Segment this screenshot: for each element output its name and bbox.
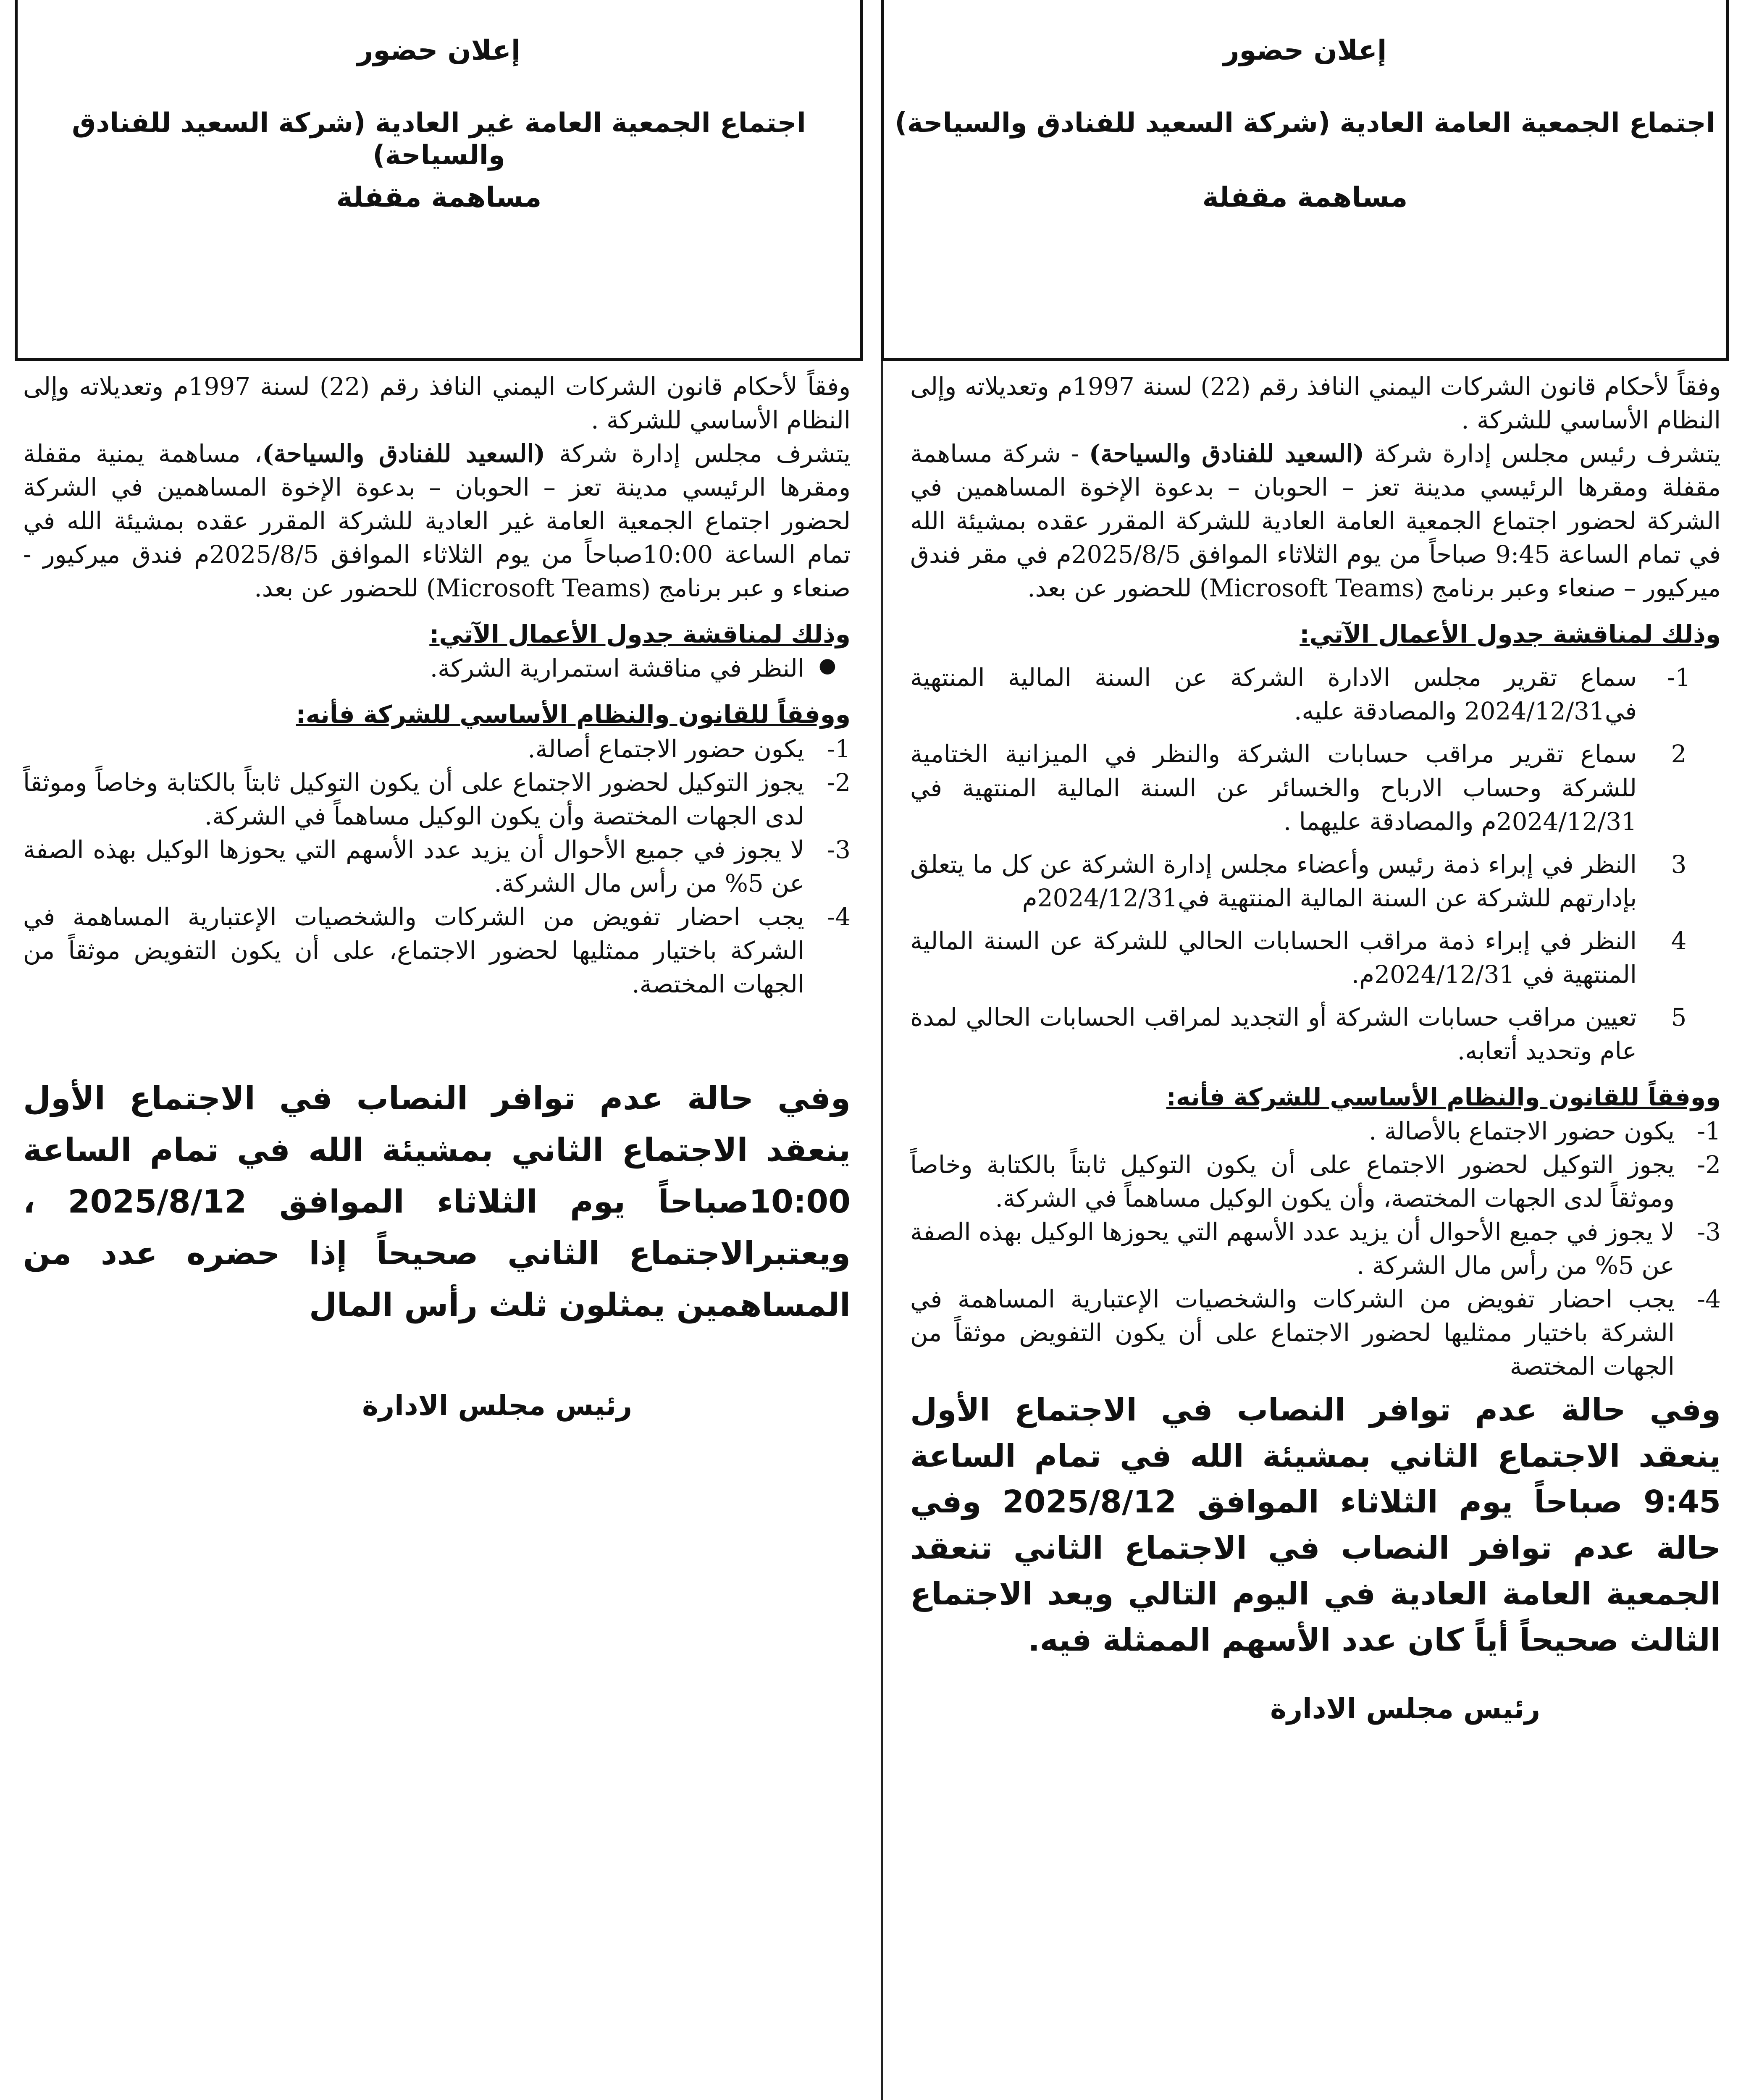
agenda-item-text: تعيين مراقب حسابات الشركة أو التجديد لمراقب الحسابات الحالي لمدة عام وتحديد أتعابه. — [910, 1003, 1637, 1065]
rules-heading: ووفقاً للقانون والنظام الأساسي للشركة فأنه: — [1166, 1082, 1721, 1111]
agenda-item-text: النظر في إبراء ذمة رئيس وأعضاء مجلس إدارة الشركة عن كل ما يتعلق بإدارتهم للشركة عن السنة المالية المنتهية في2024/12/31م — [910, 850, 1637, 912]
agenda-item-number: 4 — [1671, 926, 1687, 955]
company-name: (السعيد للفنادق والسياحة) — [1089, 439, 1364, 468]
agenda-item-number: 2 — [1671, 740, 1687, 769]
quorum-paragraph: وفي حالة عدم توافر النصاب في الاجتماع الأول ينعقد الاجتماع الثاني بمشيئة الله في تمام الساعة 9:45 صباحاً يوم الثلاثاء الموافق 2025/8/12 وفي حالة عدم توافر النصاب في الاجتماع الثاني تنعقد الجمعية العامة العادية في اليوم التالي ويعد الاجتماع الثالث صحيحاً أياً كان عدد الأسهم الممثلة فيه. — [910, 1392, 1721, 1658]
agenda-item-text: النظر في مناقشة استمرارية الشركة. — [430, 654, 804, 683]
rule-item — [910, 1282, 1721, 1383]
rule-item — [23, 900, 851, 1001]
rule-item-text: لا يجوز في جميع الأحوال أن يزيد عدد الأسهم التي يحوزها الوكيل بهذه الصفة عن 5% من رأس مال الشركة. — [23, 835, 804, 898]
rules-list — [910, 1114, 1721, 1383]
company-type: مساهمة مقفلة — [336, 181, 542, 213]
rule-item-number: 1- — [1697, 1116, 1721, 1145]
notice-title: إعلان حضور — [1223, 34, 1387, 66]
column-divider — [881, 361, 883, 2100]
rule-item-number: 4- — [827, 902, 851, 931]
rule-item-number: 1- — [827, 734, 851, 763]
rule-item — [910, 1215, 1721, 1282]
notice-header-box — [881, 0, 1729, 361]
rule-item-number: 2- — [827, 768, 851, 797]
agenda-item-number: 1- — [1667, 663, 1691, 692]
rule-item — [910, 1148, 1721, 1215]
ordinary-assembly-notice — [881, 0, 1729, 2100]
meeting-title: اجتماع الجمعية العامة غير العادية (شركة السعيد للفنادق والسياحة) — [72, 108, 806, 171]
agenda-item — [910, 924, 1721, 991]
meeting-title: اجتماع الجمعية العامة العادية (شركة السعيد للفنادق والسياحة) — [895, 108, 1715, 139]
agenda-item-number: 5 — [1671, 1003, 1687, 1032]
agenda-item-text: النظر في إبراء ذمة مراقب الحسابات الحالي للشركة عن السنة المالية المنتهية في 2024/12/31م. — [910, 926, 1637, 989]
agenda-item — [910, 737, 1721, 838]
law-paragraph: وفقاً لأحكام قانون الشركات اليمني النافذ رقم (22) لسنة 1997م وتعديلاته وإلى النظام الأساسي للشركة . — [910, 372, 1721, 435]
bullet-icon: ● — [819, 654, 836, 677]
rule-item-text: لا يجوز في جميع الأحوال أن يزيد عدد الأسهم التي يحوزها الوكيل بهذه الصفة عن 5% من رأس مال الشركة . — [910, 1218, 1675, 1280]
signature: رئيس مجلس الادارة — [1270, 1693, 1540, 1725]
rules-list — [23, 732, 851, 1001]
rule-item-text: يكون حضور الاجتماع بالأصالة . — [1369, 1116, 1675, 1145]
agenda-item-text: سماع تقرير مجلس الادارة الشركة عن السنة المالية المنتهية في2024/12/31 والمصادقة عليه. — [910, 663, 1637, 726]
notice-title: إعلان حضور — [357, 34, 521, 66]
rule-item-number: 4- — [1697, 1285, 1721, 1314]
quorum-paragraph: وفي حالة عدم توافر النصاب في الاجتماع الأول ينعقد الاجتماع الثاني بمشيئة الله في تمام الساعة 10:00صباحاً يوم الثلاثاء الموافق 2025/8/12 ، ويعتبرالاجتماع الثاني صحيحاً إذا حضره عدد من المساهمين يمثلون ثلث رأس المال — [23, 1079, 851, 1324]
notice-header-box — [15, 0, 863, 361]
notice-body — [910, 370, 1721, 1725]
invitation-prefix: يتشرف مجلس إدارة شركة — [545, 439, 851, 468]
rule-item — [910, 1114, 1721, 1148]
agenda-item — [910, 848, 1721, 915]
agenda-item — [910, 1000, 1721, 1068]
law-paragraph: وفقاً لأحكام قانون الشركات اليمني النافذ رقم (22) لسنة 1997م وتعديلاته وإلى النظام الأساسي للشركة . — [23, 372, 851, 435]
rule-item-text: يجب احضار تفويض من الشركات والشخصيات الإعتبارية المساهمة في الشركة باختيار ممثليها لحضور الاجتماع، على أن يكون التفويض موثقاً من الجهات المختصة. — [23, 902, 804, 998]
rule-item-text: يجوز التوكيل لحضور الاجتماع على أن يكون التوكيل ثابتاً بالكتابة وخاصاً وموثقاً لدى الجهات المختصة، وأن يكون الوكيل مساهماً في الشركة. — [910, 1150, 1675, 1213]
rule-item — [23, 833, 851, 900]
rule-item — [23, 766, 851, 833]
agenda-item — [23, 651, 851, 685]
rule-item-number: 3- — [827, 835, 851, 864]
agenda-heading: وذلك لمناقشة جدول الأعمال الآتي: — [1300, 620, 1721, 649]
rule-item-text: يجب احضار تفويض من الشركات والشخصيات الإعتبارية المساهمة في الشركة باختيار ممثليها لحضور الاجتماع على أن يكون التفويض موثقاً من الجهات المختصة — [910, 1285, 1675, 1381]
agenda-item-number: 3 — [1671, 850, 1687, 879]
invitation-prefix: يتشرف رئيس مجلس إدارة شركة — [1364, 439, 1721, 468]
extraordinary-assembly-notice — [15, 0, 863, 2100]
agenda-list — [910, 661, 1721, 1067]
company-type: مساهمة مقفلة — [1202, 181, 1408, 213]
invitation-details: - شركة مساهمة مقفلة ومقرها الرئيسي مدينة تعز – الحوبان – بدعوة الإخوة المساهمين في الشركة لحضور اجتماع الجمعية العامة العادية للشركة المقرر عقده بمشيئة الله في تمام الساعة 9:45 صباحاً من يوم الثلاثاء الموافق 2025/8/5م في مقر فندق ميركيور – صنعاء وعبر برنامج (Microsoft Teams) للحضور عن بعد. — [910, 439, 1721, 603]
rule-item-number: 3- — [1697, 1218, 1721, 1247]
rule-item-number: 2- — [1697, 1150, 1721, 1179]
rules-heading: ووفقاً للقانون والنظام الأساسي للشركة فأنه: — [296, 700, 851, 729]
invitation-paragraph — [910, 437, 1721, 605]
agenda-item — [910, 661, 1721, 728]
company-name: (السعيد للفنادق والسياحة) — [262, 439, 546, 468]
agenda-list — [23, 651, 851, 685]
agenda-item-text: سماع تقرير مراقب حسابات الشركة والنظر في الميزانية الختامية للشركة وحساب الارباح والخسائر عن السنة المالية المنتهية في 2024/12/31م والمصادقة عليهما . — [910, 740, 1637, 836]
agenda-heading: وذلك لمناقشة جدول الأعمال الآتي: — [429, 620, 851, 649]
invitation-details: ، مساهمة يمنية مقفلة ومقرها الرئيسي مدينة تعز – الحوبان – بدعوة الإخوة المساهمين في الشركة لحضور اجتماع الجمعية العامة غير العادية للشركة المقرر عقده بمشيئة الله في تمام الساعة 10:00صباحاً من يوم الثلاثاء الموافق 2025/8/5م فندق ميركيور - صنعاء و عبر برنامج (Microsoft Teams) للحضور عن بعد. — [23, 439, 851, 603]
rule-item — [23, 732, 851, 766]
rule-item-text: يكون حضور الاجتماع أصالة. — [528, 734, 804, 763]
rule-item-text: يجوز التوكيل لحضور الاجتماع على أن يكون التوكيل ثابتاً بالكتابة وخاصاً وموثقاً لدى الجهات المختصة وأن يكون الوكيل مساهماً في الشركة. — [23, 768, 804, 830]
signature: رئيس مجلس الادارة — [362, 1389, 632, 1422]
notice-body — [23, 370, 851, 1422]
invitation-paragraph — [23, 437, 851, 605]
